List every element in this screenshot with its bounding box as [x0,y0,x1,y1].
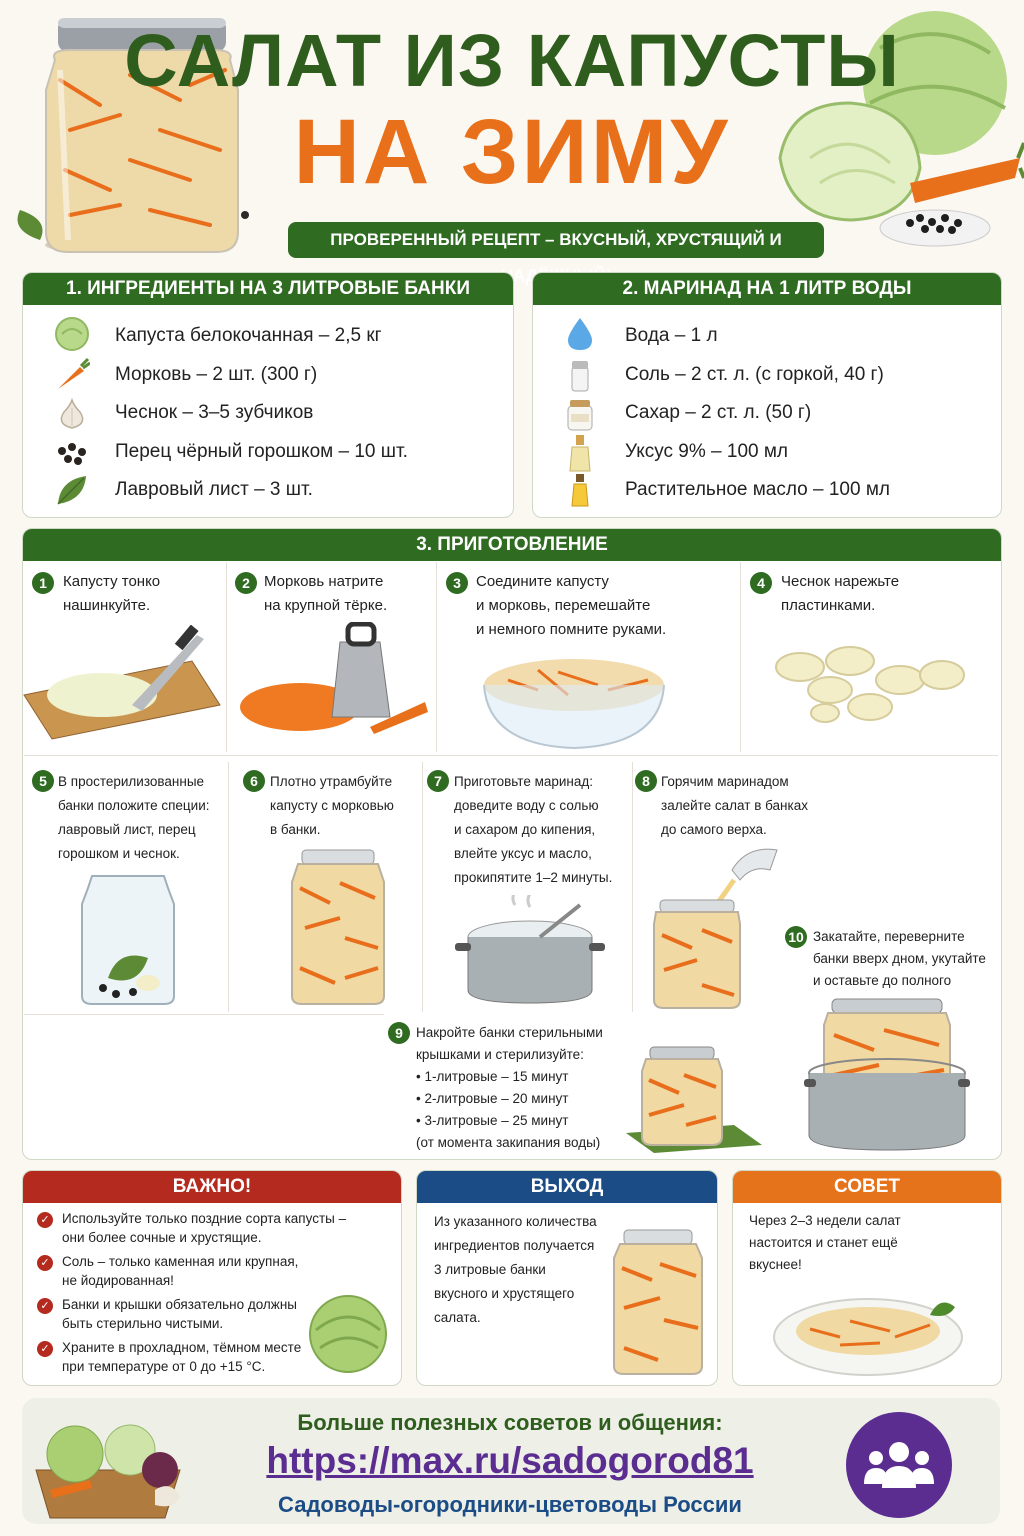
mixing-bowl-illustration [478,650,670,750]
oil-bottle-icon [560,470,600,510]
step-number: 7 [427,770,449,792]
empty-jar-illustration [78,868,178,1008]
important-item: Используйте только поздние сорта капусты – они более сочные и хрустящие. [62,1211,347,1245]
step-number: 6 [243,770,265,792]
step-number: 10 [785,926,807,948]
step-number: 2 [235,572,257,594]
step-number: 4 [750,572,772,594]
cabbage-head-illustration [302,1290,394,1374]
ingredient-item: Перец чёрный горошком – 10 шт. [115,441,408,462]
ingredient-item: Лавровый лист – 3 шт. [115,479,313,500]
ingredient-item: Чеснок – 3–5 зубчиков [115,402,314,423]
step-number: 5 [32,770,54,792]
step-text: Накройте банки стерильными крышками и стерилизуйте: • 1-литровые – 15 минут • 2-литровые – 20 минут • 3-литровые – 25 минут (от момента закипания воды) [416,1025,603,1150]
step-text: Соедините капусту и морковь, перемешайте и немного помните руками. [476,573,667,638]
page-title: САЛАТ ИЗ КАПУСТЫ [124,19,900,102]
ingredients-title: 1. ИНГРЕДИЕНТЫ НА 3 ЛИТРОВЫЕ БАНКИ [23,273,513,305]
step-text: Морковь натрите на крупной тёрке. [264,573,388,614]
step-number: 8 [635,770,657,792]
tagline-banner: ПРОВЕРЕННЫЙ РЕЦЕПТ – ВКУСНЫЙ, ХРУСТЯЩИЙ И [288,222,824,258]
ingredient-item: Морковь – 2 шт. (300 г) [115,364,318,385]
bay-leaf-icon [52,470,92,510]
marinade-item: Соль – 2 ст. л. (с горкой, 40 г) [625,364,884,385]
footer-heading: Больше полезных советов и общения: [297,1410,723,1435]
group-icon[interactable] [846,1412,952,1518]
ingredient-item: Капуста белокочанная – 2,5 кг [115,325,382,346]
pot-with-jar-illustration [804,995,970,1153]
yield-title: ВЫХОД [417,1171,717,1203]
garlic-icon [52,394,92,434]
sealed-jar-illustration [624,1045,764,1153]
check-icon: ✓ [37,1341,53,1357]
garlic-slices-illustration [770,645,970,730]
carrot-icon [52,355,92,395]
preparation-title: 3. ПРИГОТОВЛЕНИЕ [23,529,1001,561]
important-title: ВАЖНО! [23,1171,401,1203]
filled-jar-illustration [290,848,386,1006]
step-text: Чеснок нарежьте пластинками. [781,573,900,614]
step-number: 9 [388,1022,410,1044]
step-text: Закатайте, переверните банки вверх дном, укутайте и оставьте до полного [813,929,986,988]
sugar-jar-icon [560,394,600,434]
salad-plate-illustration [770,1285,970,1379]
important-item: Соль – только каменная или крупная, не йодированная! [62,1254,299,1288]
step-text: Приготовьте маринад: доведите воду с солью и сахаром до кипения, влейте уксус и масло, прокипятите 1–2 минуты. [454,774,613,885]
peppercorn-icon [52,433,92,473]
yield-jar-illustration [612,1228,704,1376]
community-link[interactable]: https://max.ru/sadogorod81 [266,1440,754,1481]
tip-title: СОВЕТ [733,1171,1001,1203]
important-item: Храните в прохладном, тёмном месте при температуре от 0 до +15 °С. [62,1340,302,1374]
marinade-item: Растительное масло – 100 мл [625,479,890,500]
step-text: Плотно утрамбуйте капусту с морковью в банки. [270,774,394,837]
check-icon: ✓ [37,1255,53,1271]
yield-text: Из указанного количества ингредиентов получается 3 литровые банки вкусного и хрустящего салата. [434,1214,597,1325]
step-text: Капусту тонко нашинкуйте. [63,573,161,614]
pot-illustration [455,895,605,1007]
marinade-title: 2. МАРИНАД НА 1 ЛИТР ВОДЫ [533,273,1001,305]
vinegar-bottle-icon [560,433,600,473]
step-number: 1 [32,572,54,594]
cabbage-icon [52,314,92,354]
important-item: Банки и крышки обязательно должны быть стерильно чистыми. [62,1297,297,1331]
salt-shaker-icon [560,355,600,395]
tip-text: Через 2–3 недели салат настоится и станет ещё вкуснее! [749,1213,901,1272]
step-text: В простерилизованные банки положите специи: лавровый лист, перец горошком и чеснок. [58,774,210,861]
pouring-jar-illustration [652,840,782,1012]
page-subtitle: НА ЗИМУ [293,101,731,203]
step-number: 3 [446,572,468,594]
vegetable-basket-illustration [30,1410,185,1522]
step-text: Горячим маринадом залейте салат в банках до самого верха. [661,774,808,837]
water-drop-icon [560,314,600,354]
community-name: Садоводы-огородники-цветоводы России [278,1492,742,1517]
check-icon: ✓ [37,1212,53,1228]
check-icon: ✓ [37,1298,53,1314]
cutting-board-illustration [22,625,222,745]
marinade-item: Сахар – 2 ст. л. (50 г) [625,402,812,423]
grater-illustration [240,622,434,742]
marinade-item: Уксус 9% – 100 мл [625,441,789,462]
marinade-item: Вода – 1 л [625,325,718,346]
